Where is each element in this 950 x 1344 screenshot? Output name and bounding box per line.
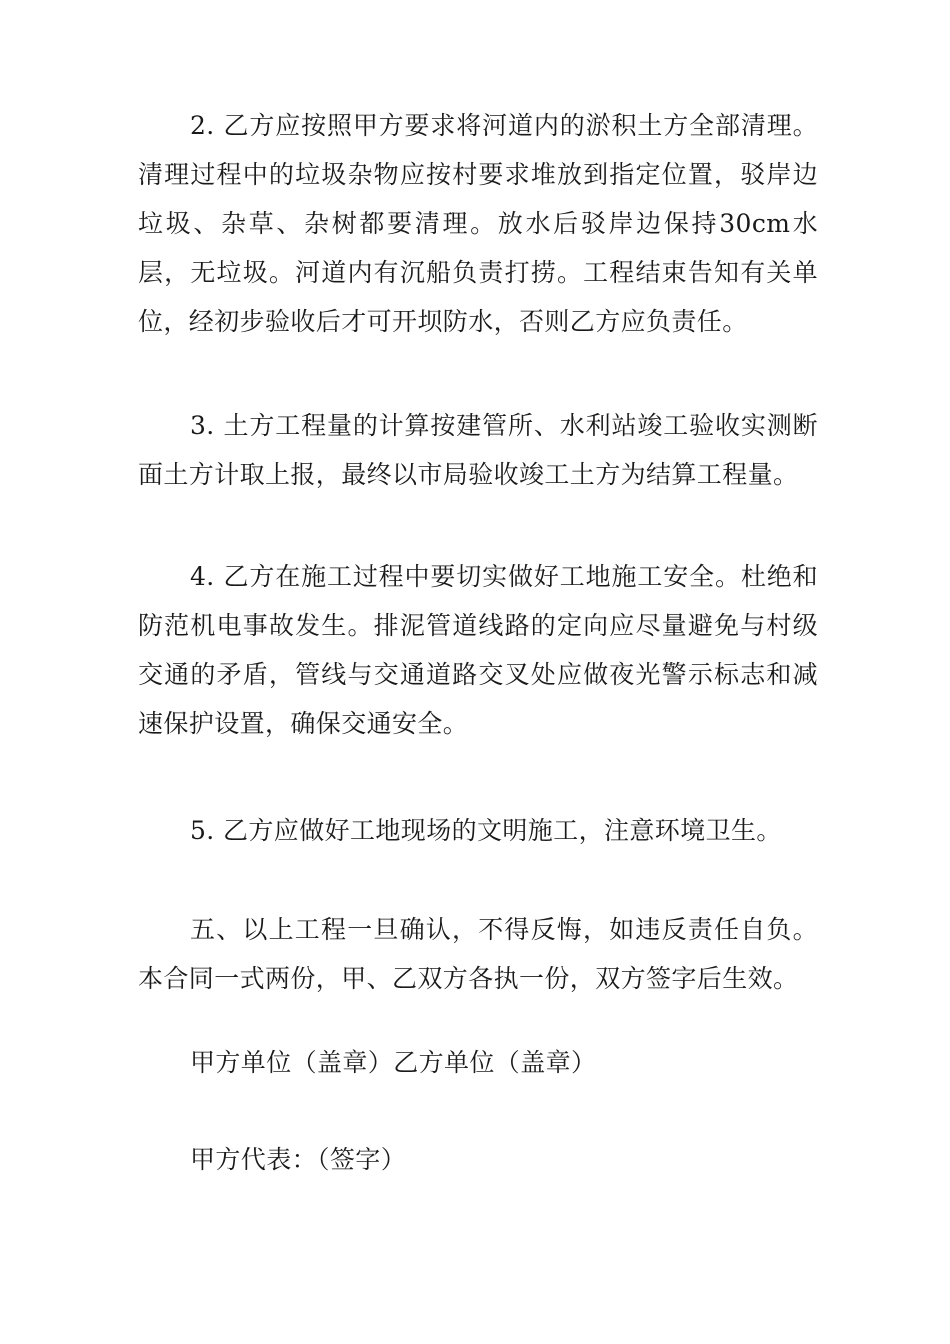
- article-5-paragraph: 五、以上工程一旦确认，不得反悔，如违反责任自负。本合同一式两份，甲、乙双方各执一份，双方签字后生效。: [138, 915, 818, 993]
- clause-5-paragraph: 5. 乙方应做好工地现场的文明施工，注意环境卫生。: [190, 816, 782, 845]
- clause-2-paragraph: 2. 乙方应按照甲方要求将河道内的淤积土方全部清理。清理过程中的垃圾杂物应按村要求堆放到指定位置，驳岸边垃圾、杂草、杂树都要清理。放水后驳岸边保持30cm水层，无垃圾。河道内有沉船负责打捞。工程结束告知有关单位，经初步验收后才可开坝防水，否则乙方应负责任。: [138, 111, 818, 336]
- clause-4-paragraph: 4. 乙方在施工过程中要切实做好工地施工安全。杜绝和防范机电事故发生。排泥管道线路的定向应尽量避免与村级交通的矛盾，管线与交通道路交叉处应做夜光警示标志和减速保护设置，确保交通安全。: [138, 562, 818, 738]
- party-a-representative-line: 甲方代表：（签字）: [190, 1145, 407, 1174]
- clause-3-paragraph: 3. 土方工程量的计算按建管所、水利站竣工验收实测断面土方计取上报，最终以市局验收竣工土方为结算工程量。: [138, 411, 818, 489]
- party-units-line: 甲方单位（盖章）乙方单位（盖章）: [190, 1048, 597, 1077]
